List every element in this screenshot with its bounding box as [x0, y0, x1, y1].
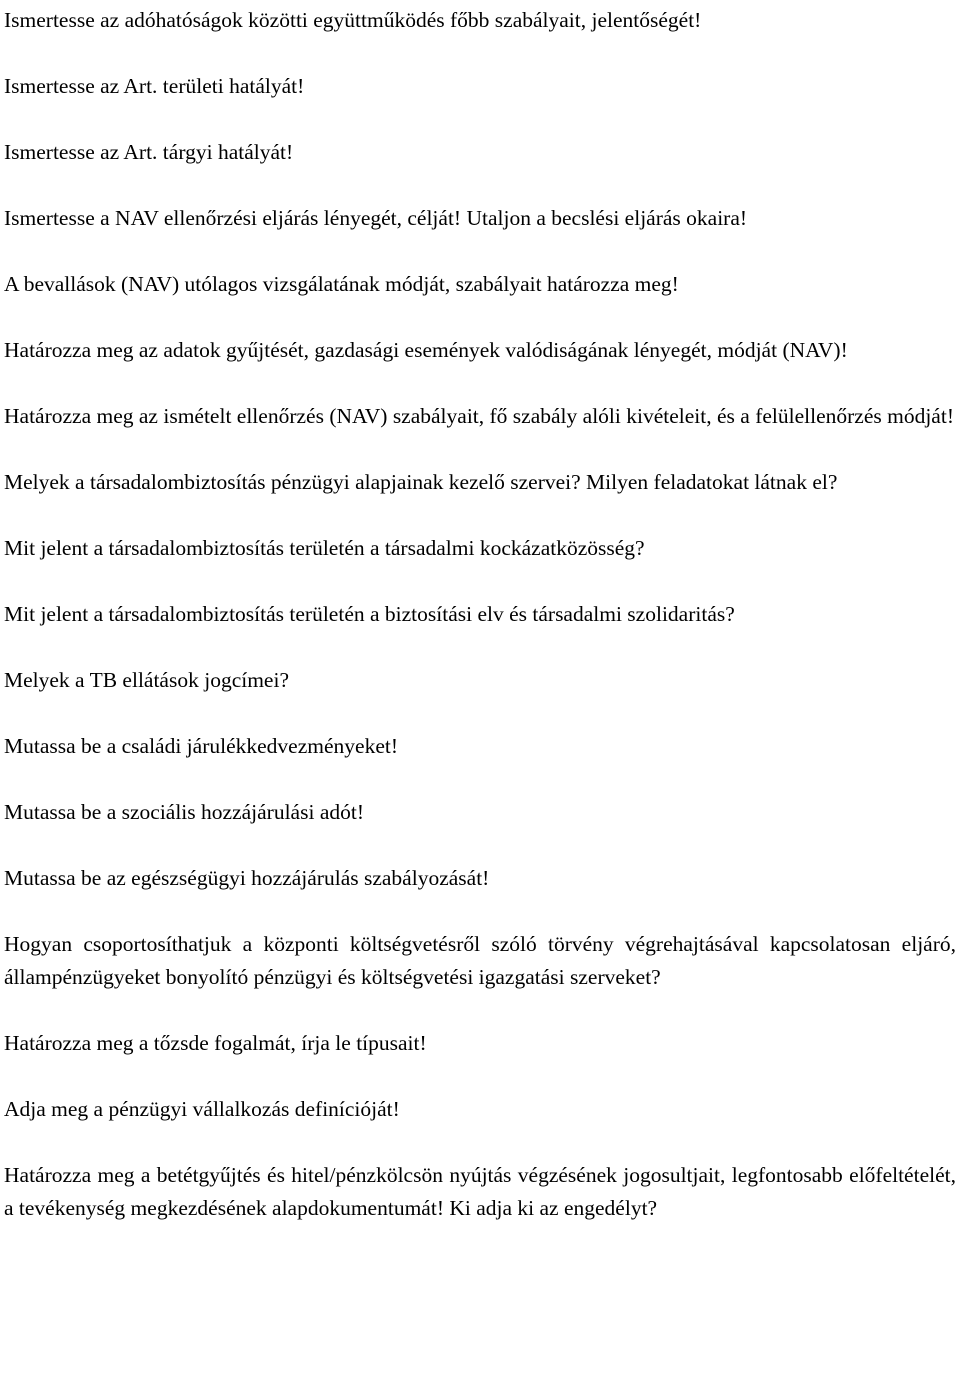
question-item-5: A bevallások (NAV) utólagos vizsgálatának módját, szabályait határozza meg!	[4, 272, 679, 296]
question-item-11: Melyek a TB ellátások jogcímei?	[4, 668, 289, 692]
question-item-12: Mutassa be a családi járulékkedvezményeket!	[4, 734, 398, 758]
question-item-10: Mit jelent a társadalombiztosítás területén a biztosítási elv és társadalmi szolidaritás?	[4, 602, 735, 626]
question-item-2: Ismertesse az Art. területi hatályát!	[4, 74, 305, 98]
question-item-4: Ismertesse a NAV ellenőrzési eljárás lényegét, célját! Utaljon a becslési eljárás okaira!	[4, 206, 748, 230]
question-item-1: Ismertesse az adóhatóságok közötti együttműködés főbb szabályait, jelentőségét!	[4, 8, 702, 32]
question-item-3: Ismertesse az Art. tárgyi hatályát!	[4, 140, 294, 164]
question-item-14: Mutassa be az egészségügyi hozzájárulás szabályozását!	[4, 866, 490, 890]
question-item-15: Hogyan csoportosíthatjuk a központi költségvetésről szóló törvény végrehajtásával kapcsolatosan eljáró, állampénzügyeket bonyolító pénzügyi és költségvetési igazgatási szerveket?	[4, 932, 956, 989]
question-item-7: Határozza meg az ismételt ellenőrzés (NAV) szabályait, fő szabály alóli kivételeit, és a felülellenőrzés módját!	[4, 404, 954, 428]
question-item-13: Mutassa be a szociális hozzájárulási adót!	[4, 800, 364, 824]
question-item-18: Határozza meg a betétgyűjtés és hitel/pénzkölcsön nyújtás végzésének jogosultjait, legfontosabb előfeltételét, a tevékenység megkezdésének alapdokumentumát! Ki adja ki az engedélyt?	[4, 1163, 956, 1220]
question-item-6: Határozza meg az adatok gyűjtését, gazdasági események valódiságának lényegét, módját (NAV)!	[4, 338, 848, 362]
question-list	[4, 4, 956, 1225]
question-item-17: Adja meg a pénzügyi vállalkozás definícióját!	[4, 1097, 400, 1121]
question-item-16: Határozza meg a tőzsde fogalmát, írja le típusait!	[4, 1031, 427, 1055]
question-item-9: Mit jelent a társadalombiztosítás területén a társadalmi kockázatközösség?	[4, 536, 645, 560]
question-item-8: Melyek a társadalombiztosítás pénzügyi alapjainak kezelő szervei? Milyen feladatokat látnak el?	[4, 470, 838, 494]
